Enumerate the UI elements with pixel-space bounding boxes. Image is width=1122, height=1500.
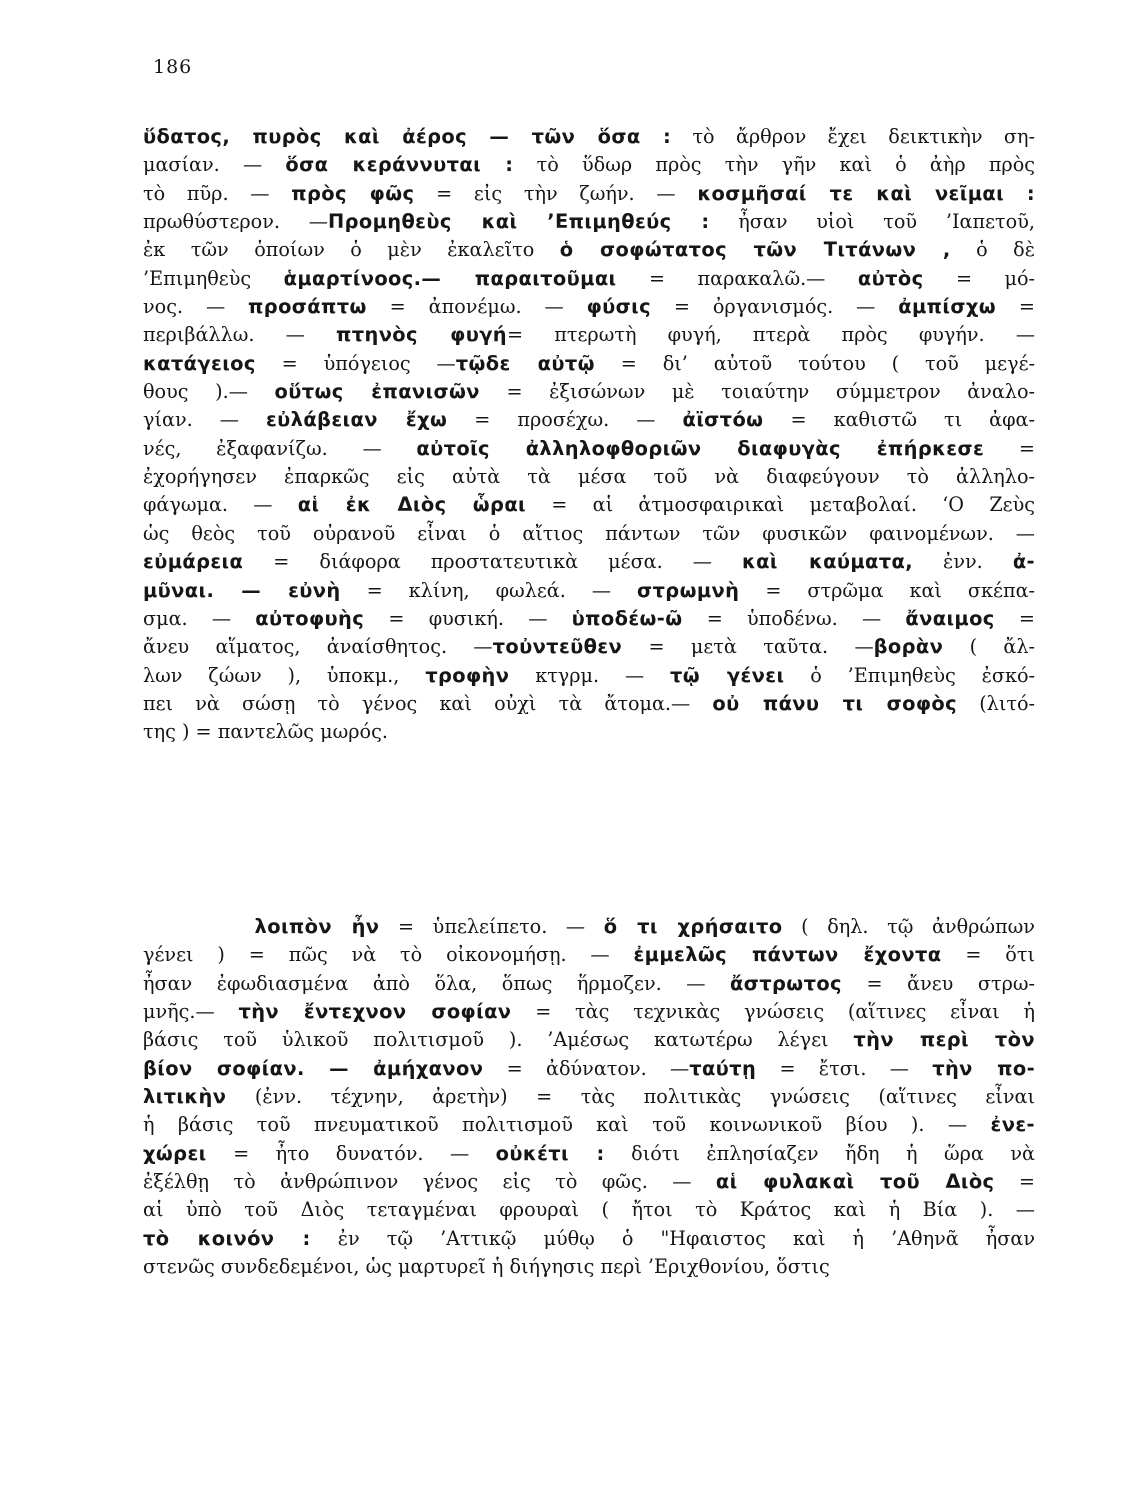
gloss-text: ἐχορήγησεν ἐπαρκῶς εἰς αὐτὰ τὰ μέσα τοῦ νὰ διαφεύγουν τὸ ἀλληλο- — [143, 465, 1035, 489]
lemma-term: τὴν ἔντεχνον σοφίαν — [238, 1000, 512, 1024]
gloss-text: = — [984, 436, 1035, 460]
text-line — [143, 1140, 1035, 1168]
gloss-text: = μό- — [923, 266, 1035, 290]
lemma-term: λοιπὸν ἦν — [254, 915, 380, 938]
gloss-text: = τὰς τεχνικὰς γνώσεις (αἵτινες εἶναι ἡ — [511, 1000, 1035, 1024]
gloss-text: τὸ ἄρθρον ἔχει δεικτικὴν ση- — [671, 125, 1035, 148]
lemma-term: αἱ ἐκ Διὸς ὧραι — [297, 493, 527, 517]
gloss-text: = κλίνη, φωλεά. — — [340, 578, 638, 602]
lemma-term: πρὸς φῶς — [291, 181, 415, 205]
text-line — [143, 491, 1035, 519]
gloss-text: νές, ἐξαφανίζω. — — [143, 436, 417, 460]
gloss-text: ἐνν. — [913, 550, 1013, 574]
lemma-term: Προμηθεὺς καὶ ’Επιμηθεύς : — [327, 210, 710, 234]
lemma-term: ἐμμελῶς πάντων ἔχοντα — [633, 943, 942, 967]
lemma-term: οὐ πάνυ τι σοφὸς — [712, 691, 958, 715]
lemma-term: πτηνὸς φυγή — [335, 323, 508, 347]
gloss-text: πει νὰ σώσῃ τὸ γένος καὶ οὐχὶ τὰ ἄτομα.— — [143, 691, 713, 715]
gloss-text: στενῶς συνδεδεμένοι, ὡς μαρτυρεῖ ἡ διήγησις περὶ ’Εριχθονίου, ὅστις — [143, 1255, 830, 1279]
lemma-term: ὅσα κεράννυται : — [285, 153, 514, 177]
lemma-term: τὸ κοινόν : — [143, 1226, 311, 1250]
gloss-text: = προσέχω. — — [447, 408, 683, 432]
gloss-text: = — [994, 606, 1036, 630]
gloss-text: βάσις τοῦ ὑλικοῦ πολιτισμοῦ ). ’Αμέσως κατωτέρω λέγει — [143, 1028, 854, 1052]
gloss-text: = ὑπελείπετο. — — [379, 915, 604, 938]
gloss-text: ’Επιμηθεὺς — [143, 266, 284, 290]
gloss-text: ( ἄλ- — [943, 635, 1036, 659]
text-line — [143, 520, 1035, 548]
gloss-text: λων ζώων ), ὑποκμ., — [143, 663, 426, 687]
lemma-term: ἀμπίσχω — [898, 295, 997, 319]
gloss-text: = αἱ ἀτμοσφαιρικαὶ μεταβολαί. ‘Ο Ζεὺς — [526, 493, 1035, 517]
lemma-term: προσάπτω — [248, 295, 367, 319]
gloss-text: = ἐξισώνων μὲ τοιαύτην σύμμετρον ἀναλο- — [479, 380, 1035, 404]
lemma-term: καὶ καύματα, — [742, 550, 913, 574]
text-line — [143, 718, 1035, 746]
lemma-term: αἱ φυλακαὶ τοῦ Διὸς — [715, 1170, 995, 1194]
lemma-term: λιτικὴν — [143, 1085, 227, 1109]
lemma-term: τροφὴν — [425, 663, 510, 687]
gloss-text: φάγωμα. — — [143, 493, 298, 517]
text-line — [143, 1055, 1035, 1083]
lemma-term: ἄστρωτος — [730, 971, 842, 995]
gloss-text: ἐξέλθῃ τὸ ἀνθρώπινον γένος εἰς τὸ φῶς. — — [143, 1170, 716, 1194]
text-line — [143, 463, 1035, 491]
gloss-text: ἐν τῷ ’Αττικῷ μύθῳ ὁ "Ηφαιστος καὶ ἡ ’Αθηνᾶ ἦσαν — [310, 1226, 1035, 1250]
lemma-term: ἀϊστόω — [682, 408, 764, 432]
text-line — [143, 321, 1035, 349]
lemma-term: τοὐντεῦθεν — [492, 635, 623, 659]
gloss-text: = — [996, 295, 1035, 319]
gloss-text: ἡ βάσις τοῦ πνευματικοῦ πολιτισμοῦ καὶ τοῦ κοινωνικοῦ βίου ). — — [143, 1113, 991, 1137]
gloss-text: = ἦτο δυνατόν. — — [206, 1141, 496, 1165]
lemma-term: ἄναιμος — [905, 606, 995, 630]
text-line — [143, 1196, 1035, 1224]
gloss-text: = φυσική. — — [364, 606, 572, 630]
gloss-text: ἦσαν υἱοὶ τοῦ ’Ιαπετοῦ, — [709, 210, 1035, 234]
gloss-text: = ἀδύνατον. — — [483, 1056, 690, 1080]
text-line — [143, 180, 1035, 208]
text-line — [143, 1253, 1035, 1281]
gloss-text: ἦσαν ἐφωδιασμένα ἀπὸ ὅλα, ὅπως ἥρμοζεν. — — [143, 971, 731, 995]
gloss-text: = στρῶμα καὶ σκέπα- — [739, 578, 1036, 602]
gloss-text: νος. — — [143, 295, 249, 319]
gloss-text: (ἐνν. τέχνην, ἀρετὴν) = τὰς πολιτικὰς γνώσεις (αἵτινες εἶναι — [226, 1085, 1035, 1109]
gloss-text: = εἰς τὴν ζωήν. — — [414, 181, 698, 205]
gloss-text: ὁ ’Επιμηθεὺς ἐσκό- — [784, 663, 1035, 687]
gloss-text: (λιτό- — [957, 691, 1036, 715]
lemma-term: κατάγειος — [143, 351, 256, 375]
lemma-term: αὐτὸς — [857, 266, 924, 290]
gloss-text: = καθιστῶ τι ἀφα- — [763, 408, 1035, 432]
gloss-text: = δι’ αὐτοῦ τούτου ( τοῦ μεγέ- — [594, 351, 1035, 375]
gloss-text: αἱ ὑπὸ τοῦ Διὸς τεταγμέναι φρουραὶ ( ἤτοι τὸ Κράτος καὶ ἡ Βία ). — — [143, 1198, 1035, 1222]
lemma-term: κοσμῆσαί τε καὶ νεῖμαι : — [697, 181, 1035, 205]
gloss-text: διότι ἐπλησίαζεν ἤδη ἡ ὥρα νὰ — [604, 1141, 1035, 1165]
text-line — [143, 1111, 1035, 1139]
lemma-term: ἀ- — [1012, 550, 1035, 574]
gloss-text: πρωθύστερον. — — [143, 210, 328, 234]
gloss-text: της ) = παντελῶς μωρός. — [143, 720, 388, 744]
gloss-text: τὸ πῦρ. — — [143, 181, 292, 205]
gloss-text: = πτερωτὴ φυγή, πτερὰ πρὸς φυγήν. — — [507, 323, 1036, 347]
gloss-text: = — [994, 1170, 1036, 1194]
text-line — [143, 662, 1035, 690]
text-line — [143, 406, 1035, 434]
text-line — [143, 435, 1035, 463]
gloss-text: μνῆς.— — [143, 1000, 239, 1024]
text-line — [143, 605, 1035, 633]
text-line — [143, 1225, 1035, 1253]
gloss-text: κτγρμ. — — [509, 663, 670, 687]
lemma-term: φύσις — [586, 295, 651, 319]
text-line — [143, 690, 1035, 718]
gloss-text: θους ).— — [143, 380, 275, 404]
text-line — [143, 1083, 1035, 1111]
lemma-term: χώρει — [143, 1141, 207, 1165]
text-line — [143, 970, 1035, 998]
lemma-term: εὐλάβειαν ἔχω — [265, 408, 448, 432]
commentary-paragraph-2 — [143, 913, 1035, 1281]
gloss-text: = μετὰ ταῦτα. — — [622, 635, 874, 659]
text-line — [143, 378, 1035, 406]
gloss-text: τὸ ὕδωρ πρὸς τὴν γῆν καὶ ὁ ἀὴρ πρὸς — [513, 153, 1036, 177]
gloss-text: γένει ) = πῶς νὰ τὸ οἰκονομήσῃ. — — [143, 943, 634, 967]
lemma-term: ὅ τι χρήσαιτο — [603, 915, 783, 938]
gloss-text: = παρακαλῶ.— — [616, 266, 858, 290]
lemma-term: οὐκέτι : — [495, 1141, 605, 1165]
gloss-text: = ὑπόγειος — — [255, 351, 456, 375]
lemma-term: οὕτως ἐπανισῶν — [274, 380, 480, 404]
lemma-term: στρωμνὴ — [637, 578, 740, 602]
lemma-term: τῷ γένει — [669, 663, 785, 687]
gloss-text: σμα. — — [143, 606, 256, 630]
lemma-term: ταύτῃ — [689, 1056, 757, 1080]
lemma-term: εὐμάρεια — [143, 550, 244, 574]
text-line — [143, 265, 1035, 293]
text-line — [143, 577, 1035, 605]
gloss-text: = διάφορα προστατευτικὰ μέσα. — — [243, 550, 742, 574]
text-line — [143, 151, 1035, 179]
lemma-term: ἁμαρτίνοος.— παραιτοῦμαι — [283, 266, 617, 290]
gloss-text: ἐκ τῶν ὁποίων ὁ μὲν ἐκαλεῖτο — [143, 238, 560, 262]
text-line — [143, 236, 1035, 264]
gloss-text: περιβάλλω. — — [143, 323, 336, 347]
text-line — [143, 293, 1035, 321]
text-line — [143, 633, 1035, 661]
lemma-term: βίον σοφίαν. — ἀμήχανον — [143, 1056, 484, 1080]
lemma-term: τῷδε αὐτῷ — [455, 351, 595, 375]
gloss-text: = ἔτσι. — — [756, 1056, 933, 1080]
gloss-text: ὁ δὲ — [950, 238, 1035, 262]
commentary-paragraph-1 — [143, 123, 1035, 747]
lemma-term: ὕδατος, πυρὸς καὶ ἀέρος — τῶν ὅσα : — [143, 125, 672, 148]
gloss-text: = ὀργανισμός. — — [651, 295, 899, 319]
gloss-text: ( δηλ. τῷ ἀνθρώπων — [782, 915, 1035, 938]
text-line — [143, 123, 1035, 151]
gloss-text: μασίαν. — — [143, 153, 286, 177]
gloss-text: = ἀπονέμω. — — [366, 295, 587, 319]
lemma-term: βορὰν — [873, 635, 944, 659]
text-line — [143, 998, 1035, 1026]
text-line — [143, 941, 1035, 969]
lemma-term: μῦναι. — εὐνὴ — [143, 578, 341, 602]
lemma-term: ὑποδέω-ῶ — [571, 606, 683, 630]
lemma-term: ὁ σοφώτατος τῶν Τιτάνων , — [559, 238, 951, 262]
text-line — [143, 913, 1035, 941]
gloss-text: = ὅτι — [941, 943, 1035, 967]
gloss-text: = ἄνευ στρω- — [841, 971, 1035, 995]
page-number: 186 — [153, 56, 193, 78]
text-line — [143, 208, 1035, 236]
text-line — [143, 1168, 1035, 1196]
lemma-term: τὴν περὶ τὸν — [853, 1028, 1035, 1052]
lemma-term: ἐνε- — [990, 1113, 1035, 1137]
text-line — [143, 1026, 1035, 1054]
lemma-term: αὐτοφυὴς — [255, 606, 365, 630]
lemma-term: αὐτοῖς ἀλληλοφθοριῶν διαφυγὰς ἐπήρκεσε — [416, 436, 985, 460]
gloss-text: ὡς θεὸς τοῦ οὐρανοῦ εἶναι ὁ αἴτιος πάντων τῶν φυσικῶν φαινομένων. — — [143, 521, 1035, 545]
gloss-text: ἄνευ αἵματος, ἀναίσθητος. — — [143, 635, 493, 659]
text-line — [143, 350, 1035, 378]
gloss-text — [143, 915, 255, 938]
gloss-text: γίαν. — — [143, 408, 266, 432]
lemma-term: τὴν πο- — [932, 1056, 1036, 1080]
text-line — [143, 548, 1035, 576]
gloss-text: = ὑποδένω. — — [682, 606, 906, 630]
